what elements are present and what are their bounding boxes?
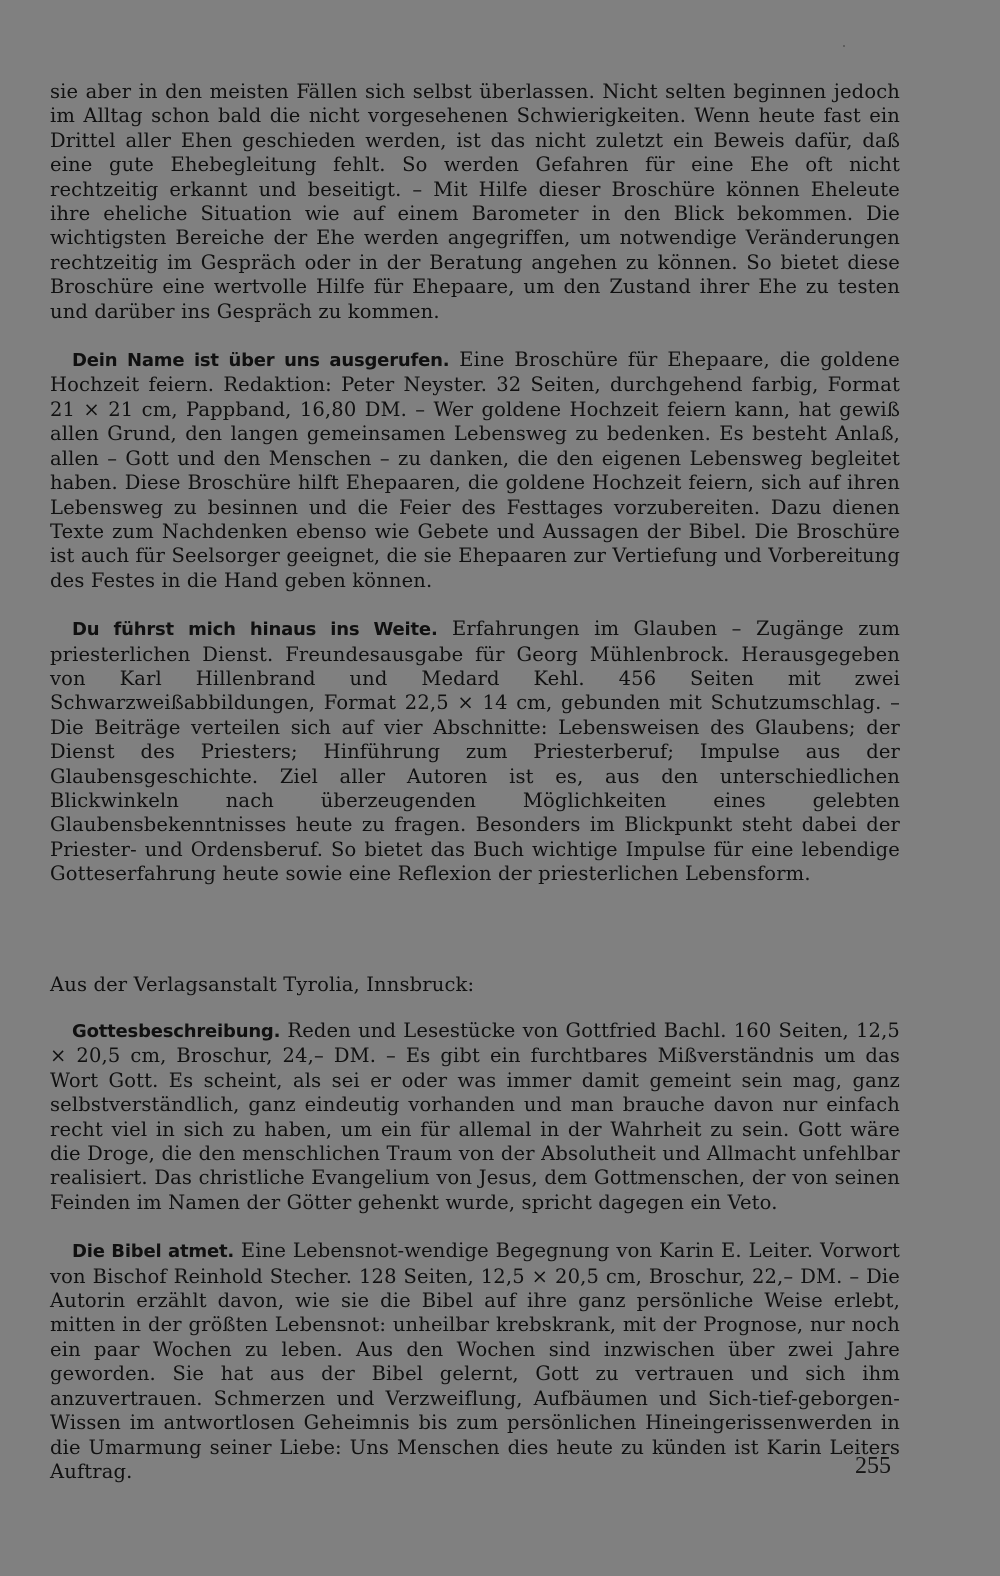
review-title: Die Bibel atmet. <box>72 1241 235 1263</box>
review-title: Du führst mich hinaus ins Weite. <box>72 619 438 641</box>
review-body: Eine Lebensnot-wendige Begegnung von Karin E. Leiter. Vorwort von Bischof Reinhold Stecher. 128 Seiten, 12,5 × 20,5 cm, Broschur, 22,– DM. – Die Autorin erzählt davon, wie sie die Bibel auf ihre ganz persönliche Weise erlebt, mitten in der größten Lebensnot: unheilbar krebskrank, mit der Prognose, nur noch ein paar Wochen zu leben. Aus den Wochen sind inzwischen über zwei Jahre geworden. Sie hat aus der Bibel gelernt, Gott zu vertrauen und sich ihm anzuvertrauen. Schmerzen und Verzweiflung, Aufbäumen und Sich-tief-geborgen-Wissen im antwortlosen Geheimnis bis zum persönlichen Hineingerissenwerden in die Umarmung seiner Liebe: Uns Menschen dies heute zu künden ist Karin Leiters Auftrag. <box>50 1239 900 1483</box>
scan-speck <box>843 45 845 47</box>
review-paragraph <box>50 348 900 593</box>
review-paragraph <box>50 617 900 886</box>
text-column <box>50 80 900 1484</box>
intro-paragraph: sie aber in den meisten Fällen sich selbst überlassen. Nicht selten beginnen jedoch im Alltag schon bald die nicht vorgesehenen Schwierigkeiten. Wenn heute fast ein Drittel aller Ehen geschieden werden, ist das nicht zuletzt ein Beweis dafür, daß eine gute Ehebegleitung fehlt. So werden Gefahren für eine Ehe oft nicht rechtzeitig erkannt und beseitigt. – Mit Hilfe dieser Broschüre können Eheleute ihre eheliche Situation wie auf einem Barometer in den Blick bekommen. Die wichtigsten Bereiche der Ehe werden angegriffen, um notwendige Veränderungen rechtzeitig im Gespräch oder in der Beratung angehen zu können. So bietet diese Broschüre eine wertvolle Hilfe für Ehepaare, um den Zustand ihrer Ehe zu testen und darüber ins Gespräch zu kommen. <box>50 80 900 323</box>
review-body: Reden und Lesestücke von Gottfried Bachl. 160 Seiten, 12,5 × 20,5 cm, Broschur, 24,– DM. – Es gibt ein furchtbares Mißverständnis um das Wort Gott. Es scheint, als sei er oder was immer damit gemeint sein mag, ganz selbstverständlich, ganz eindeutig vorhanden und man brauche davon nur einfach recht viel in sich zu haben, um ein für allemal in der Wahrheit zu sein. Gott wäre die Droge, die den menschlichen Traum von der Absolutheit und Allmacht unfehlbar realisiert. Das christliche Evangelium von Jesus, dem Gottmenschen, der von seinen Feinden im Namen der Götter gehenkt wurde, spricht dagegen ein Veto. <box>50 1019 900 1214</box>
review-body: Erfahrungen im Glauben – Zugänge zum priesterlichen Dienst. Freundesausgabe für Georg Mühlenbrock. Herausgegeben von Karl Hillenbrand und Medard Kehl. 456 Seiten mit zwei Schwarzweißabbildungen, Format 22,5 × 14 cm, gebunden mit Schutzumschlag. – Die Beiträge verteilen sich auf vier Abschnitte: Lebensweisen des Glaubens; der Dienst des Priesters; Hinführung zum Priesterberuf; Impulse aus der Glaubensgeschichte. Ziel aller Autoren ist es, aus den unterschiedlichen Blickwinkeln nach überzeugenden Möglichkeiten eines gelebten Glaubensbekenntnisses heute zu fragen. Besonders im Blickpunkt steht dabei der Priester- und Ordensberuf. So bietet das Buch wichtige Impulse für eine lebendige Gotteserfahrung heute sowie eine Reflexion der priesterlichen Lebensform. <box>50 617 900 886</box>
review-paragraph <box>50 1019 900 1215</box>
page-number: 255 <box>855 1453 891 1479</box>
review-paragraph <box>50 1239 900 1484</box>
publisher-heading: Aus der Verlagsanstalt Tyrolia, Innsbruck: <box>50 972 475 996</box>
review-title: Dein Name ist über uns ausgerufen. <box>72 350 450 372</box>
review-title: Gottesbeschreibung. <box>72 1021 281 1042</box>
review-body: Eine Broschüre für Ehepaare, die goldene Hochzeit feiern. Redaktion: Peter Neyster. 32 Seiten, durchgehend farbig, Format 21 × 21 cm, Pappband, 16,80 DM. – Wer goldene Hochzeit feiern kann, hat gewiß allen Grund, den langen gemeinsamen Lebensweg zu bedenken. Es besteht Anlaß, allen – Gott und den Menschen – zu danken, die den eigenen Lebensweg begleitet haben. Diese Broschüre hilft Ehepaaren, die goldene Hochzeit feiern, sich auf ihren Lebensweg zu besinnen und die Feier des Festtages vorzubereiten. Dazu dienen Texte zum Nachdenken ebenso wie Gebete und Aussagen der Bibel. Die Broschüre ist auch für Seelsorger geeignet, die sie Ehepaaren zur Vertiefung und Vorbereitung des Festes in die Hand geben können. <box>50 348 900 592</box>
